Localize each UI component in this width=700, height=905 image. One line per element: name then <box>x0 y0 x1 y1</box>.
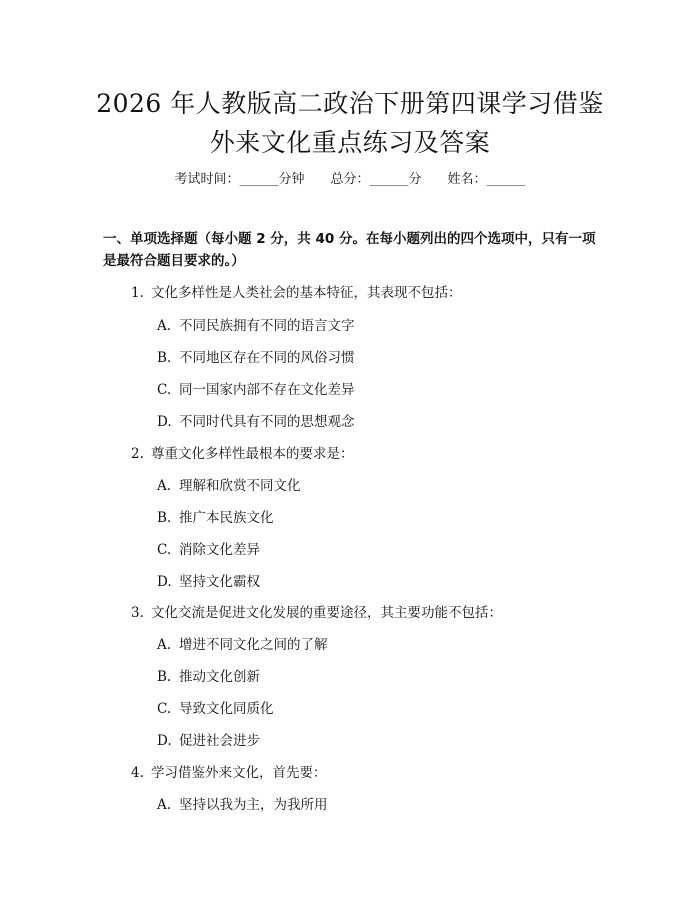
option-item <box>157 346 355 366</box>
option-text: 理解和欣赏不同文化 <box>179 478 301 494</box>
question-item <box>131 761 327 781</box>
option-text: 坚持文化霸权 <box>179 574 260 590</box>
question-text: 尊重文化多样性最根本的要求是： <box>151 446 354 462</box>
option-label: A. <box>157 637 172 653</box>
option-label: D. <box>157 414 172 430</box>
exam-meta <box>0 168 700 187</box>
option-label: A. <box>157 478 172 494</box>
option-item <box>157 665 260 685</box>
question-text: 文化多样性是人类社会的基本特征，其表现不包括： <box>151 285 462 301</box>
option-text: 消除文化差异 <box>179 542 260 558</box>
option-item <box>157 474 301 494</box>
option-item <box>157 729 260 749</box>
option-item <box>157 538 260 558</box>
question-text: 文化交流是促进文化发展的重要途径，其主要功能不包括： <box>151 605 502 621</box>
option-label: C. <box>157 701 172 717</box>
doc-title-line-1: 2026 年人教版高二政治下册第四课学习借鉴 <box>96 89 604 118</box>
option-label: D. <box>157 574 172 590</box>
option-label: A. <box>157 318 172 334</box>
question-item <box>131 281 462 301</box>
option-label: A. <box>157 797 172 813</box>
option-item <box>157 506 274 526</box>
option-item <box>157 410 355 430</box>
option-text: 不同民族拥有不同的语言文字 <box>179 318 355 334</box>
option-item <box>157 793 328 813</box>
option-label: C. <box>157 542 172 558</box>
option-text: 推广本民族文化 <box>179 510 274 526</box>
doc-title-line-2: 外来文化重点练习及答案 <box>209 128 491 157</box>
question-item <box>131 601 502 621</box>
option-item <box>157 314 355 334</box>
question-number: 2. <box>131 446 144 462</box>
option-label: C. <box>157 382 172 398</box>
option-text: 导致文化同质化 <box>179 701 274 717</box>
question-number: 4. <box>131 765 144 781</box>
student-name-field: 姓名：______ <box>447 172 526 187</box>
question-number: 1. <box>131 285 144 301</box>
option-item <box>157 570 260 590</box>
total-score-field: 总分：______分 <box>330 172 422 187</box>
exam-time-field: 考试时间：______分钟 <box>174 172 305 187</box>
option-label: B. <box>157 350 172 366</box>
option-item <box>157 633 328 653</box>
option-text: 同一国家内部不存在文化差异 <box>179 382 355 398</box>
option-label: D. <box>157 733 172 749</box>
option-text: 不同地区存在不同的风俗习惯 <box>179 350 355 366</box>
section-heading: 一、单项选择题（每小题 2 分，共 40 分。在每小题列出的四个选项中，只有一项是最符合题目要求的。） <box>103 231 596 269</box>
option-text: 增进不同文化之间的了解 <box>179 637 328 653</box>
option-item <box>157 378 355 398</box>
option-text: 促进社会进步 <box>179 733 260 749</box>
option-label: B. <box>157 510 172 526</box>
question-number: 3. <box>131 605 144 621</box>
question-item <box>131 442 354 462</box>
option-text: 不同时代具有不同的思想观念 <box>179 414 355 430</box>
option-text: 坚持以我为主，为我所用 <box>179 797 328 813</box>
option-item <box>157 697 274 717</box>
option-text: 推动文化创新 <box>179 669 260 685</box>
question-text: 学习借鉴外来文化，首先要： <box>151 765 327 781</box>
option-label: B. <box>157 669 172 685</box>
